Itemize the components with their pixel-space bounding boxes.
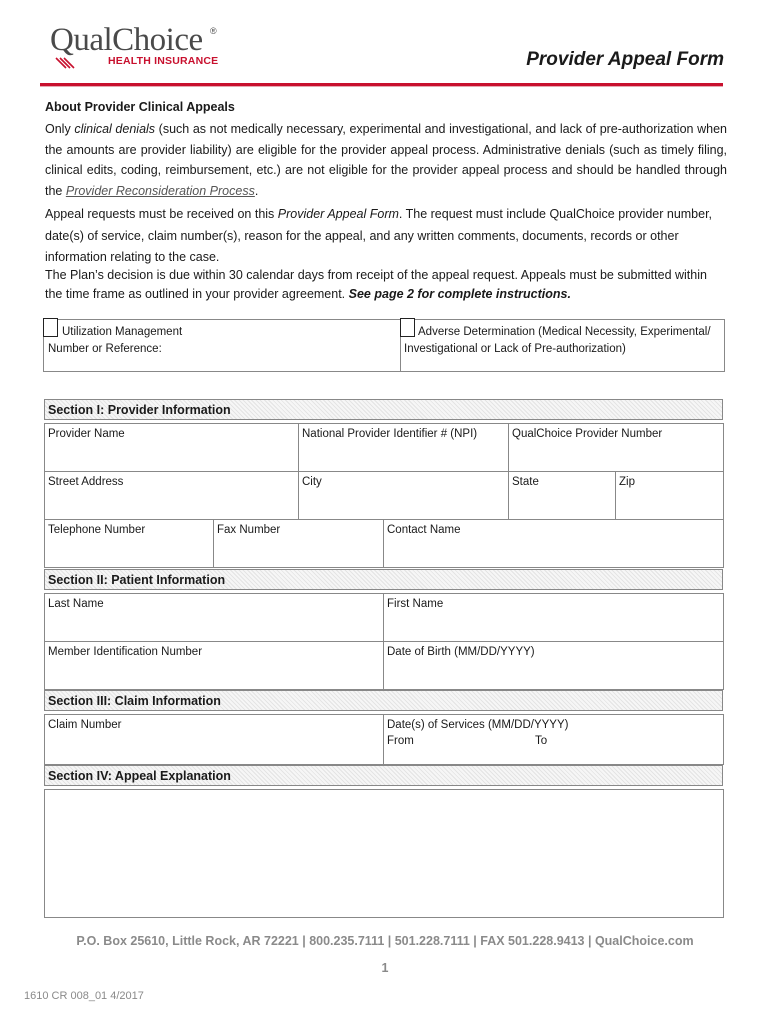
utilization-management-checkbox[interactable] <box>43 318 58 337</box>
first-name-label: First Name <box>387 598 444 610</box>
appeal-explanation-textarea[interactable] <box>44 789 724 918</box>
form-code: 1610 CR 008_01 4/2017 <box>24 990 144 1002</box>
fax-field[interactable] <box>213 519 384 568</box>
section-2-header: Section II: Patient Information <box>44 569 723 590</box>
adverse-determination-label-2: Investigational or Lack of Pre-authorization) <box>404 343 626 355</box>
provider-reconsideration-link[interactable]: Provider Reconsideration Process <box>65 183 255 198</box>
member-id-label: Member Identification Number <box>48 646 203 658</box>
intro-paragraph-2: Appeal requests must be received on this Provider Appeal Form. The request must include QualChoice provider number, date(s) of service, claim number(s), reason for the appeal, and any written comments, documents, records or other information relating to the case. <box>45 207 713 264</box>
intro-heading: About Provider Clinical Appeals <box>45 100 235 114</box>
reference-number-label: Number or Reference: <box>48 343 162 355</box>
utilization-management-label: Utilization Management <box>62 326 183 338</box>
city-label: City <box>302 476 322 488</box>
state-field[interactable] <box>508 471 616 520</box>
adverse-determination-label: Adverse Determination (Medical Necessity, Experimental/ <box>418 326 711 338</box>
first-name-field[interactable] <box>383 593 724 642</box>
intro-paragraph-1: Only clinical denials (such as not medically necessary, experimental and investigational, and lack of pre-authorization when the amounts are provider liability) are eligible for the provider appeal process. Administrative denials (such as timely filing, clinical edits, coding, reimbursement, etc.) are not eligible for the provider appeal process and should be handled through the Provider Reconsideration Process. <box>45 122 727 198</box>
dates-of-service-label: Date(s) of Services (MM/DD/YYYY) <box>387 719 569 731</box>
intro-paragraph-3: The Plan’s decision is due within 30 calendar days from receipt of the appeal request. Appeals must be submitted within the time frame as outlined in your provider agreement. See page 2 for complete instructions. <box>45 268 707 301</box>
npi-field[interactable] <box>298 423 509 472</box>
section-3-header: Section III: Claim Information <box>44 690 723 711</box>
section-4-header: Section IV: Appeal Explanation <box>44 765 723 786</box>
provider-name-field[interactable] <box>44 423 299 472</box>
zip-field[interactable] <box>615 471 724 520</box>
telephone-label: Telephone Number <box>48 524 146 536</box>
last-name-field[interactable] <box>44 593 384 642</box>
date-of-birth-field[interactable] <box>383 641 724 690</box>
section-1-header: Section I: Provider Information <box>44 399 723 420</box>
logo-subtitle: HEALTH INSURANCE <box>108 55 219 67</box>
adverse-determination-checkbox[interactable] <box>400 318 415 337</box>
page-number: 1 <box>381 961 389 975</box>
qualchoice-logo <box>50 22 250 72</box>
to-date-label: To <box>535 735 548 747</box>
logo-registered-mark: ® <box>210 26 217 36</box>
claim-number-label: Claim Number <box>48 719 122 731</box>
logo-wordmark: QualChoice <box>50 22 203 58</box>
fax-label: Fax Number <box>217 524 281 536</box>
qualchoice-provider-number-label: QualChoice Provider Number <box>512 428 663 440</box>
form-title: Provider Appeal Form <box>526 49 724 70</box>
street-address-field[interactable] <box>44 471 299 520</box>
footer-contact: P.O. Box 25610, Little Rock, AR 72221 | 800.235.7111 | 501.228.7111 | FAX 501.228.9413 | QualChoice.com <box>76 934 694 948</box>
zip-label: Zip <box>619 476 635 488</box>
dates-of-service-field[interactable] <box>383 714 724 765</box>
provider-name-label: Provider Name <box>48 428 125 440</box>
member-id-field[interactable] <box>44 641 384 690</box>
qualchoice-provider-number-field[interactable] <box>508 423 724 472</box>
city-field[interactable] <box>298 471 509 520</box>
contact-name-label: Contact Name <box>387 524 461 536</box>
claim-number-field[interactable] <box>44 714 384 765</box>
date-of-birth-label: Date of Birth (MM/DD/YYYY) <box>387 646 535 658</box>
title-rule-shadow <box>40 86 723 87</box>
npi-label: National Provider Identifier # (NPI) <box>302 428 478 440</box>
telephone-field[interactable] <box>44 519 214 568</box>
state-label: State <box>512 476 539 488</box>
street-address-label: Street Address <box>48 476 124 488</box>
contact-name-field[interactable] <box>383 519 724 568</box>
from-date-label: From <box>387 735 414 747</box>
last-name-label: Last Name <box>48 598 104 610</box>
